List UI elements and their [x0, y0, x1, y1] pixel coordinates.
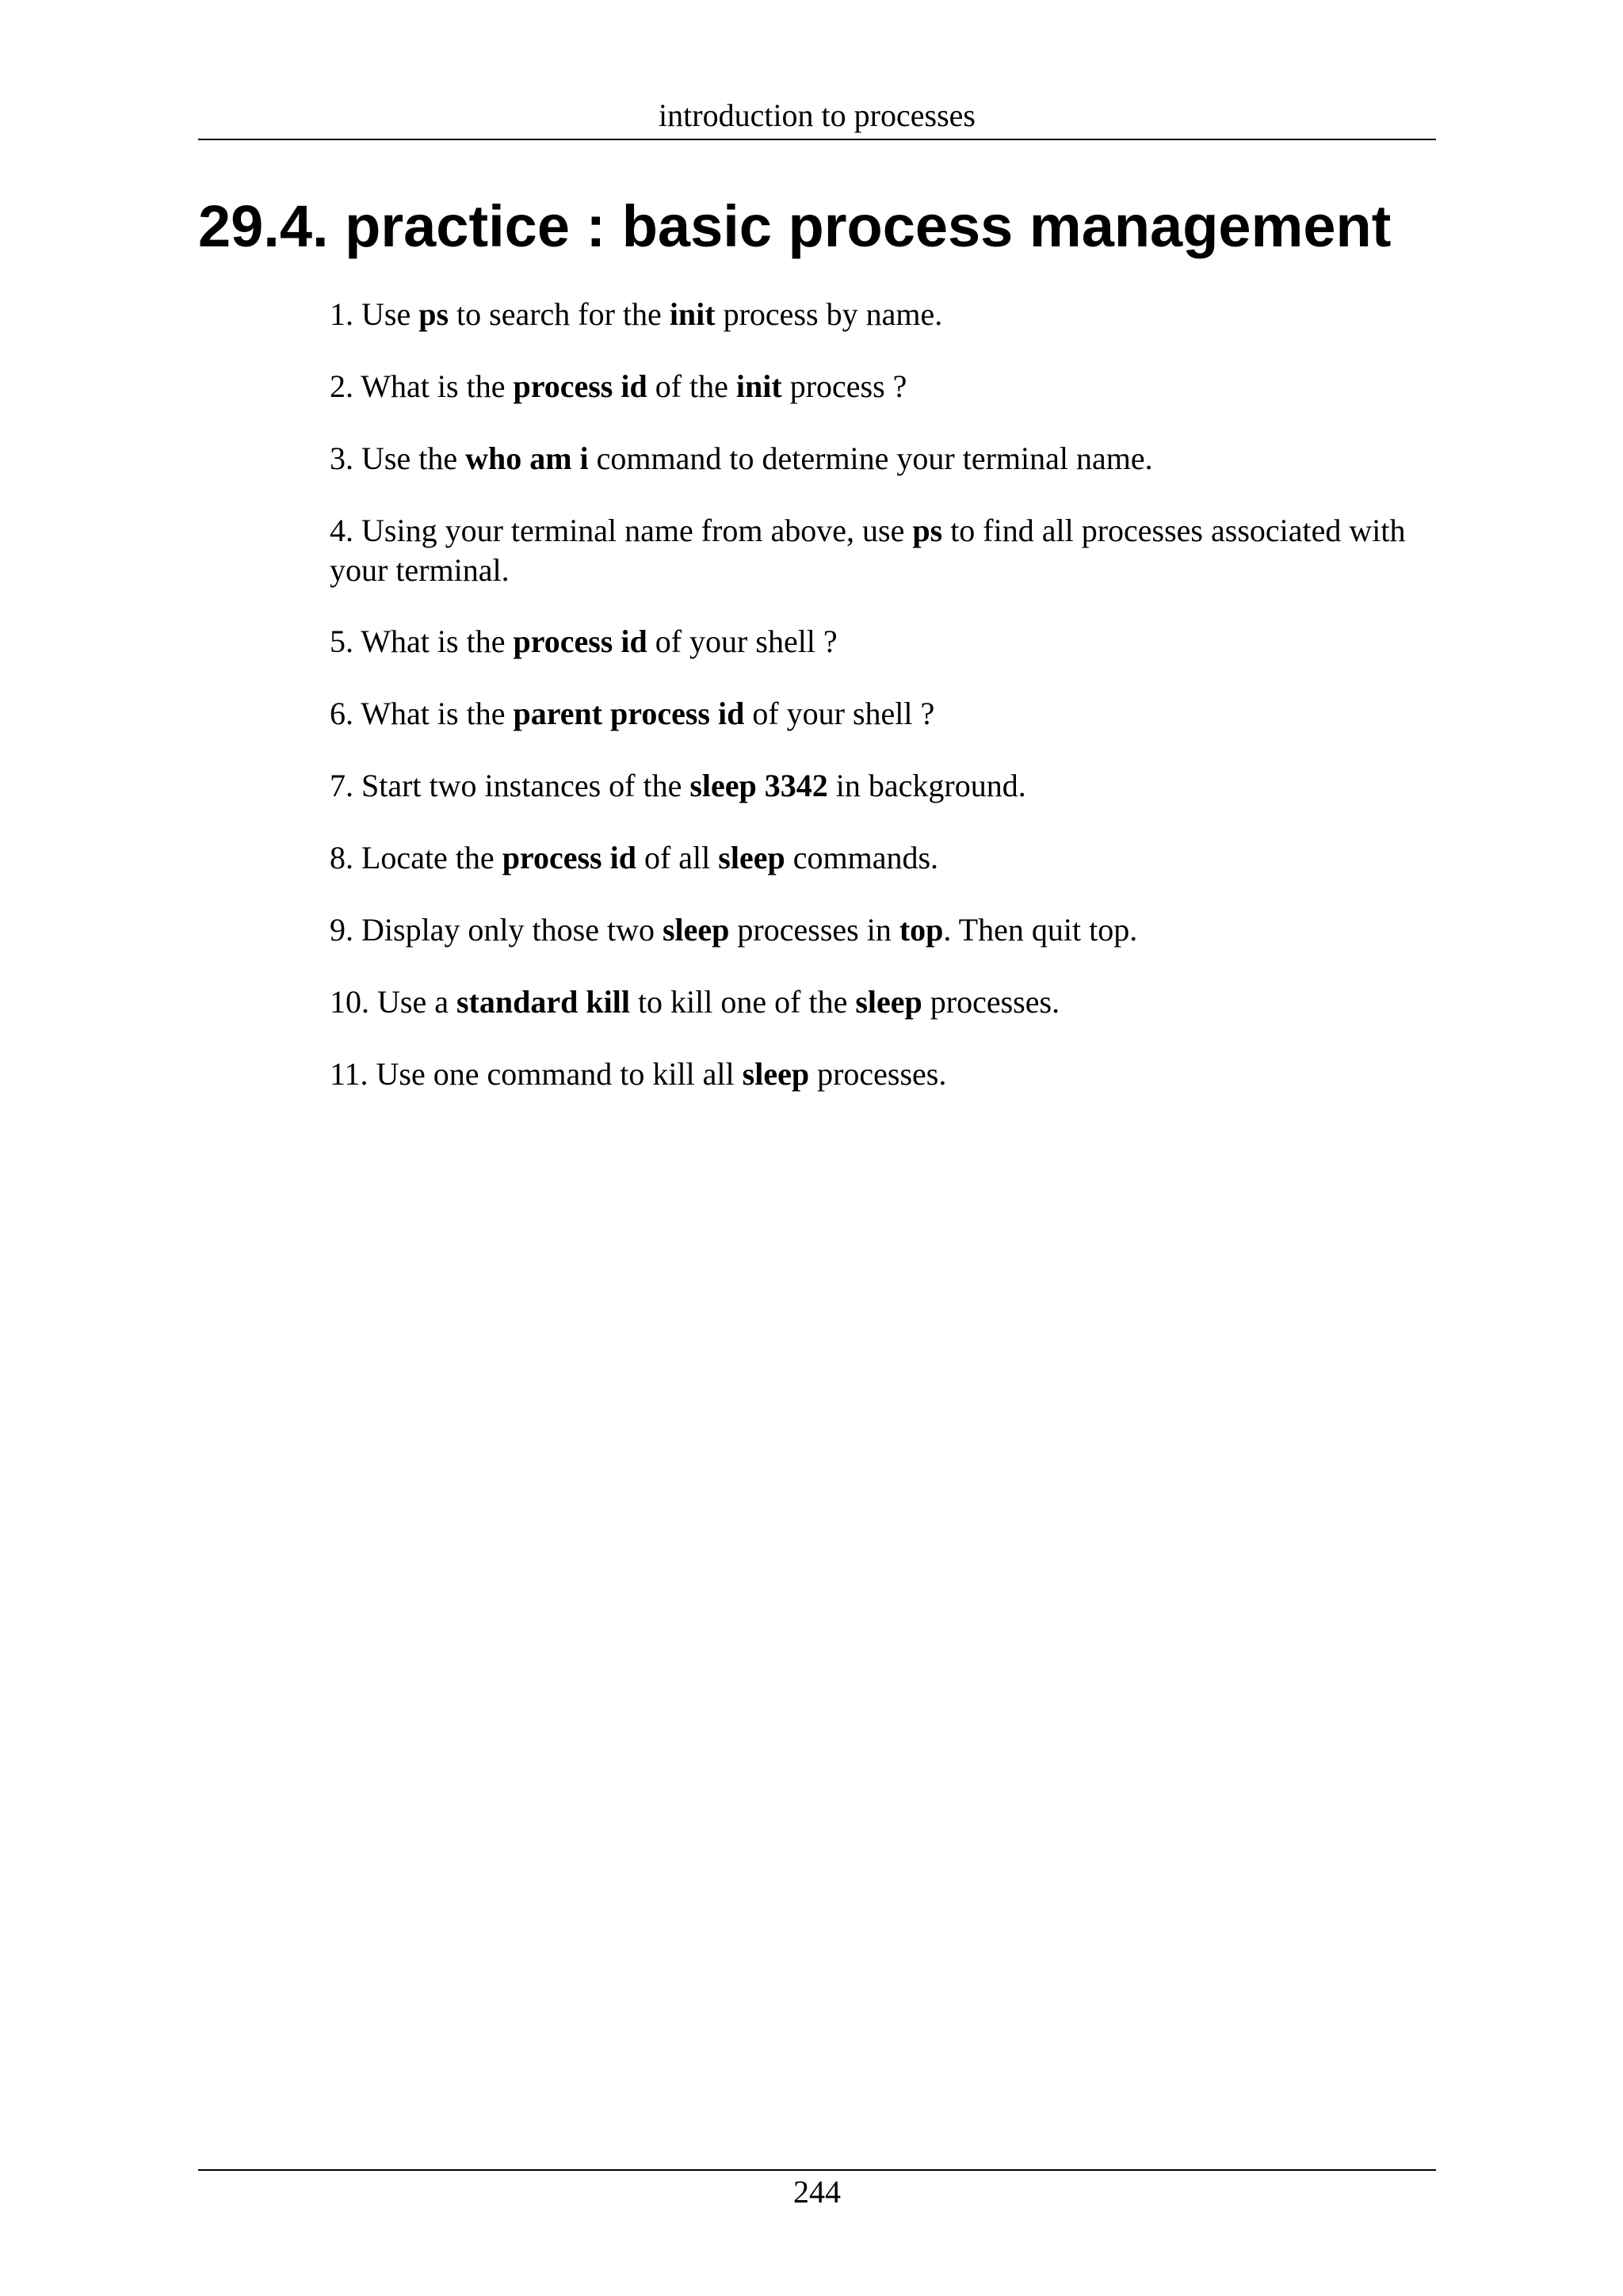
practice-item-text: of your shell ?	[744, 696, 935, 731]
practice-item-keyword: who am i	[465, 441, 589, 476]
practice-item-text: 6. What is the	[330, 696, 514, 731]
section-title: 29.4. practice : basic process management	[198, 193, 1392, 259]
practice-item-text: command to determine your terminal name.	[588, 441, 1153, 476]
practice-item-keyword: process id	[502, 840, 636, 875]
practice-item-text: in background.	[827, 768, 1026, 803]
practice-item	[330, 622, 1439, 662]
practice-item-text: . Then quit top.	[943, 912, 1138, 948]
practice-item-text: to kill one of the	[629, 984, 856, 1020]
practice-item-text: 9. Display only those two	[330, 912, 663, 948]
practice-item-keyword: top	[899, 912, 944, 948]
practice-item-text: 10. Use a	[330, 984, 456, 1020]
running-header: introduction to processes	[659, 97, 976, 133]
practice-item-keyword: init	[669, 296, 716, 332]
practice-item-text: processes in	[729, 912, 899, 948]
practice-item-text: 8. Locate the	[330, 840, 502, 875]
practice-item-keyword: standard kill	[456, 984, 630, 1020]
practice-item-keyword: process id	[513, 368, 647, 404]
practice-item	[330, 511, 1439, 590]
practice-item-keyword: sleep	[855, 984, 922, 1020]
practice-item-text: of the	[647, 368, 736, 404]
practice-item-text: to search for the	[449, 296, 670, 332]
practice-item-text: process by name.	[715, 296, 943, 332]
practice-item-text: to find all processes associated with your terminal.	[330, 513, 1406, 588]
practice-item-text: processes.	[922, 984, 1060, 1020]
practice-item-text: 11. Use one command to kill all	[330, 1056, 743, 1092]
practice-item-keyword: init	[735, 368, 782, 404]
practice-item	[330, 982, 1439, 1022]
practice-item	[330, 694, 1439, 734]
practice-item-text: 4. Using your terminal name from above, use	[330, 513, 913, 548]
practice-item-keyword: sleep	[718, 840, 785, 875]
page-number: 244	[793, 2174, 841, 2210]
practice-item	[330, 766, 1439, 806]
header-rule	[198, 139, 1436, 140]
practice-item-keyword: sleep 3342	[689, 768, 828, 803]
practice-item-keyword: parent process id	[513, 696, 745, 731]
practice-item-keyword: sleep	[742, 1056, 810, 1092]
practice-item-keyword: sleep	[662, 912, 730, 948]
practice-item-text: process ?	[781, 368, 907, 404]
practice-item-text: of your shell ?	[647, 624, 838, 659]
practice-item-text: 1. Use	[330, 296, 419, 332]
practice-item-text: 3. Use the	[330, 441, 466, 476]
practice-item-text: of all	[636, 840, 719, 875]
practice-list	[330, 295, 1439, 1127]
practice-item-text: 7. Start two instances of the	[330, 768, 690, 803]
practice-item	[330, 910, 1439, 950]
practice-item-keyword: process id	[513, 624, 647, 659]
practice-item-text: processes.	[809, 1056, 947, 1092]
practice-item-text: 5. What is the	[330, 624, 514, 659]
practice-item-text: 2. What is the	[330, 368, 514, 404]
practice-item	[330, 1055, 1439, 1094]
practice-item	[330, 295, 1439, 334]
practice-item	[330, 838, 1439, 878]
practice-item-keyword: ps	[912, 513, 943, 548]
practice-item-keyword: ps	[418, 296, 449, 332]
practice-item	[330, 367, 1439, 406]
practice-item	[330, 439, 1439, 479]
practice-item-text: commands.	[785, 840, 939, 875]
